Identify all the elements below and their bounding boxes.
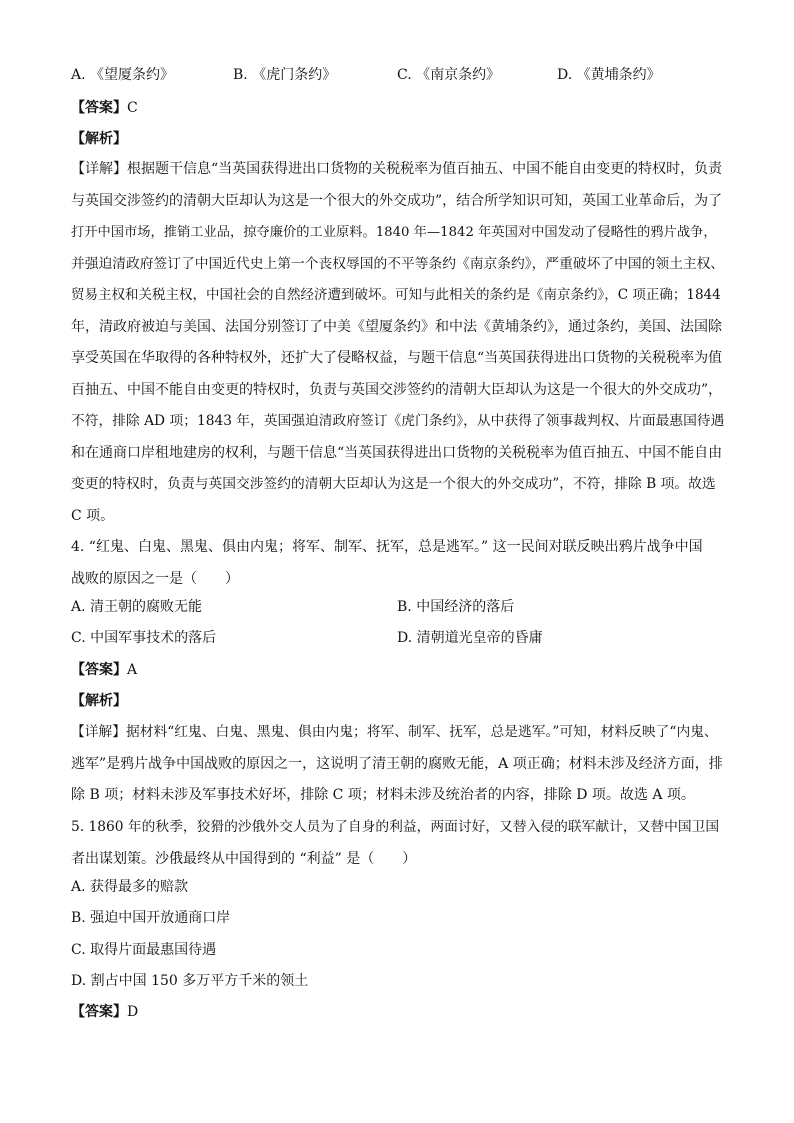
q3-detail-line: 与英国交涉签约的清朝大臣却认为这是一个很大的外交成功”，结合所学知识可知，英国工业革命后，为了 [71, 192, 723, 209]
answer-label: 【答案】 [71, 1004, 127, 1020]
answer-label: 【答案】 [71, 662, 127, 678]
q5-option-b: B. 强迫中国开放通商口岸 [71, 910, 231, 926]
q3-detail-line: 百抽五、中国不能自由变更的特权时，负责与英国交涉签约的清朝大臣却认为这是一个很大的外交成功”， [71, 381, 723, 398]
q4-detail-paragraph [71, 717, 725, 812]
q4-analysis-label: 【解析】 [71, 693, 127, 709]
q4-stem [71, 532, 725, 595]
q3-detail-line: 并强迫清政府签订了中国近代史上第一个丧权辱国的不平等条约《南京条约》，严重破坏了中国的领土主权、 [71, 255, 725, 272]
q3-detail-line: 贸易主权和关税主权，中国社会的自然经济遭到破坏。可知与此相关的条约是《南京条约》，C 项正确；1844 [71, 287, 721, 303]
q4-stem-line: 战败的原因之一是（ ） [71, 570, 239, 587]
q5-stem-line: 者出谋划策。沙俄最终从中国得到的 “利益” 是（ ） [71, 850, 417, 867]
q4-stem-line: 4. “红鬼、白鬼、黑鬼、俱由内鬼；将军、制军、抚军，总是逃军。” 这一民间对联反映出鸦片战争中国 [71, 539, 703, 555]
q4-option-a: A. 清王朝的腐败无能 [71, 599, 203, 615]
q4-detail-line: 逃军”是鸦片战争中国战败的原因之一，这说明了清王朝的腐败无能，A 项正确；材料未涉及经济方面，排 [71, 755, 723, 772]
q3-analysis-label: 【解析】 [71, 131, 127, 147]
q3-detail-line: 【详解】根据题干信息“当英国获得进出口货物的关税税率为值百抽五、中国不能自由变更的特权时，负责 [71, 161, 723, 177]
q4-option-c: C. 中国军事技术的落后 [71, 630, 217, 646]
q5-answer [71, 1002, 138, 1022]
answer-label: 【答案】 [71, 100, 127, 116]
q5-option-c: C. 取得片面最惠国待遇 [71, 942, 217, 958]
q4-detail-line: 【详解】据材料“红鬼、白鬼、黑鬼、俱由内鬼；将军、制军、抚军，总是逃军。”可知，材料反映了“内鬼、 [71, 724, 718, 740]
q4-detail-line: 除 B 项；材料未涉及军事技术好坏，排除 C 项；材料未涉及统治者的内容，排除 D 项。故选 A 项。 [71, 787, 695, 803]
answer-value: D [127, 1004, 139, 1020]
q3-detail-line: 享受英国在华取得的各种特权外，还扩大了侵略权益，与题干信息“当英国获得进出口货物的关税税率为值 [71, 350, 723, 366]
q3-option-d: D. 《黄埔条约》 [557, 67, 661, 83]
q4-answer [71, 660, 137, 680]
q3-detail-line: 和在通商口岸租地建房的权利，与题干信息“当英国获得进出口货物的关税税率为值百抽五、中国不能自由 [71, 444, 723, 461]
q3-option-c: C. 《南京条约》 [397, 67, 501, 83]
q3-detail-line: C 项。 [71, 507, 115, 524]
answer-value: A [127, 662, 138, 678]
q3-detail-line: 不符，排除 AD 项；1843 年，英国强迫清政府签订《虎门条约》，从中获得了领事裁判权、片面最惠国待遇 [71, 413, 725, 429]
q3-answer [71, 98, 138, 118]
q5-option-a: A. 获得最多的赔款 [71, 879, 189, 895]
q3-option-b: B. 《虎门条约》 [233, 67, 337, 83]
q4-option-d: D. 清朝道光皇帝的昏庸 [397, 630, 543, 646]
q5-stem [71, 812, 725, 875]
q3-detail-line: 年，清政府被迫与美国、法国分别签订了中美《望厦条约》和中法《黄埔条约》，通过条约，美国、法国除 [71, 318, 722, 335]
answer-value: C [127, 100, 138, 116]
q3-detail-line: 打开中国市场，推销工业品，掠夺廉价的工业原料。1840 年—1842 年英国对中国发动了侵略性的鸦片战争， [71, 225, 717, 240]
q3-detail-line: 变更的特权时，负责与英国交涉签约的清朝大臣却认为这是一个很大的外交成功”，不符，排除 B 项。故选 [71, 476, 716, 492]
q5-stem-line: 5. 1860 年的秋季，狡猾的沙俄外交人员为了自身的利益，两面讨好，又替入侵的联军献计，又替中国卫国 [71, 819, 720, 835]
q3-option-a: A. 《望厦条约》 [71, 67, 175, 83]
q3-detail-paragraph [71, 154, 725, 532]
q4-option-b: B. 中国经济的落后 [397, 599, 515, 615]
q5-option-d: D. 割占中国 150 多万平方千米的领土 [71, 973, 309, 989]
